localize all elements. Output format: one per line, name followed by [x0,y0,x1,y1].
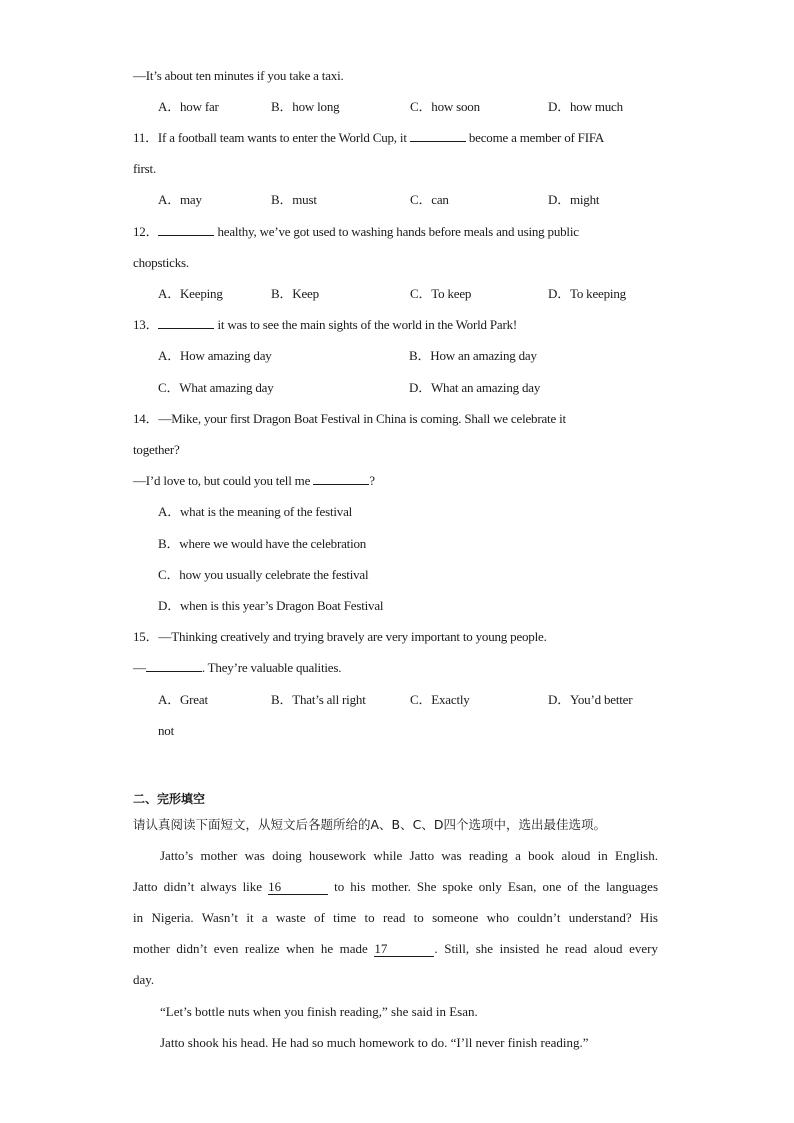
blank-16[interactable]: 16 [268,880,328,895]
q13-option-d[interactable]: D．What an amazing day [409,380,541,395]
q10-option-b[interactable]: B．how long [271,99,340,114]
q14-stem-cont: together? [133,442,180,457]
q12-option-a[interactable]: A．Keeping [158,286,223,301]
q11-stem [133,130,604,146]
q14-option-b[interactable]: B．where we would have the celebration [158,536,367,551]
q13-option-c[interactable]: C．What amazing day [158,380,274,395]
passage-paragraph-2: “Let’s bottle nuts when you finish reading,” she said in Esan. [160,1004,478,1019]
section-instruction: 请认真阅读下面短文，从短文后各题所给的A、B、C、D四个选项中，选出最佳选项。 [133,817,606,832]
q14-option-d[interactable]: D．when is this year’s Dragon Boat Festival [158,598,384,613]
q12-stem-cont: chopsticks. [133,255,189,270]
q13-answer-blank[interactable] [158,317,214,329]
passage-line-1: Jatto’s mother was doing housework while Jatto was reading a book aloud in English. [160,848,658,863]
passage-line-4 [133,941,658,957]
q12-option-d[interactable]: D．To keeping [548,286,626,301]
q14-option-a[interactable]: A．what is the meaning of the festival [158,504,353,519]
q11-stem-after: become a member of FIFA [468,130,605,145]
q11-stem-before: 11．If a football team wants to enter the World Cup, it [133,130,407,145]
q15-option-a[interactable]: A．Great [158,692,208,707]
passage-line-2-before: Jatto didn’t always like [133,879,263,894]
passage-line-2 [133,879,658,895]
section-heading: 二、完形填空 [133,792,206,806]
q11-option-c[interactable]: C．can [410,192,449,207]
q10-option-a[interactable]: A．how far [158,99,219,114]
q12-option-c[interactable]: C．To keep [410,286,472,301]
q15-option-c[interactable]: C．Exactly [410,692,470,707]
q13-stem-after: it was to see the main sights of the world in the World Park! [217,317,518,332]
q15-answer-before: — [133,660,146,675]
q10-option-c[interactable]: C．how soon [410,99,480,114]
q13-number: 13． [133,317,159,332]
q14-answer-before: —I’d love to, but could you tell me [133,473,311,488]
q15-answer-line [133,660,341,676]
q14-answer-blank[interactable] [313,473,369,485]
q14-answer-line [133,473,375,489]
passage-paragraph-3: Jatto shook his head. He had so much homework to do. “I’ll never finish reading.” [160,1035,589,1050]
passage-line-3: in Nigeria. Wasn’t it a waste of time to read to someone who couldn’t understand? His [133,910,658,925]
passage-line-2-after: to his mother. She spoke only Esan, one of the languages [334,879,658,894]
passage-line-4-before: mother didn’t even realize when he made [133,941,368,956]
q15-option-d-cont: not [158,723,175,738]
passage-line-4-after: . Still, she insisted he read aloud every [434,941,658,956]
q12-stem [133,224,579,240]
q12-stem-after: healthy, we’ve got used to washing hands before meals and using public [217,224,579,239]
q11-answer-blank[interactable] [410,130,466,142]
q13-option-b[interactable]: B．How an amazing day [409,348,537,363]
q11-option-a[interactable]: A．may [158,192,202,207]
q13-stem [133,317,517,333]
q15-answer-blank[interactable] [146,660,202,672]
q15-option-d[interactable]: D．You’d better [548,692,633,707]
q12-option-b[interactable]: B．Keep [271,286,319,301]
q11-option-d[interactable]: D．might [548,192,600,207]
q14-stem: 14．—Mike, your first Dragon Boat Festival in China is coming. Shall we celebrate it [133,411,566,426]
q14-answer-after: ? [369,473,375,488]
q10-answer-line: —It’s about ten minutes if you take a taxi. [133,68,344,83]
q15-option-b[interactable]: B．That’s all right [271,692,366,707]
blank-17[interactable]: 17 [374,942,434,957]
q12-number: 12． [133,224,159,239]
q11-option-b[interactable]: B．must [271,192,317,207]
q13-option-a[interactable]: A．How amazing day [158,348,272,363]
q11-stem-cont: first. [133,161,156,176]
q15-stem: 15．—Thinking creatively and trying bravely are very important to young people. [133,629,547,644]
q12-answer-blank[interactable] [158,224,214,236]
q10-option-d[interactable]: D．how much [548,99,623,114]
q15-answer-after: . They’re valuable qualities. [201,660,342,675]
q14-option-c[interactable]: C．how you usually celebrate the festival [158,567,369,582]
passage-line-5: day. [133,972,155,987]
